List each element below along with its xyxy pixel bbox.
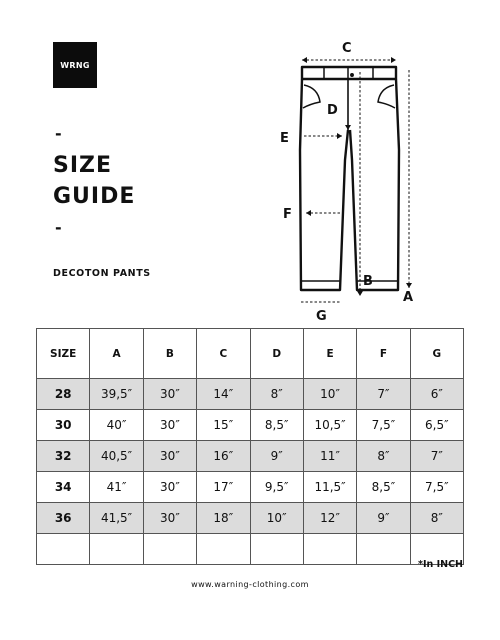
header-e: E: [303, 329, 356, 379]
header-a: A: [90, 329, 143, 379]
size-cell: 32: [37, 441, 90, 472]
table-cell: 30″: [143, 410, 196, 441]
pants-diagram: [270, 30, 430, 330]
table-cell: 39,5″: [90, 379, 143, 410]
table-cell: 8″: [250, 379, 303, 410]
heading-dash-bottom: -: [55, 218, 62, 237]
table-cell: 6,5″: [410, 410, 463, 441]
diagram-label-e: E: [280, 131, 289, 146]
table-cell: 40,5″: [90, 441, 143, 472]
table-cell: 40″: [90, 410, 143, 441]
table-cell: 7,5″: [357, 410, 410, 441]
table-cell: 9,5″: [250, 472, 303, 503]
table-cell: 6″: [410, 379, 463, 410]
table-row: [37, 379, 464, 410]
page-title: [53, 150, 135, 212]
table-cell: 12″: [303, 503, 356, 534]
table-cell: 11,5″: [303, 472, 356, 503]
table-cell-empty: [250, 534, 303, 565]
header-size: SIZE: [37, 329, 90, 379]
table-cell: 30″: [143, 472, 196, 503]
pants-outline-icon: [300, 67, 399, 290]
table-cell: 41,5″: [90, 503, 143, 534]
table-cell: 18″: [197, 503, 250, 534]
diagram-label-a: A: [403, 290, 414, 305]
size-table: [36, 328, 464, 565]
table-cell-empty: [37, 534, 90, 565]
unit-footnote: *In INCH: [418, 559, 463, 570]
diagram-label-d: D: [327, 103, 338, 118]
table-cell: 9″: [250, 441, 303, 472]
size-table-header-row: [37, 329, 464, 379]
table-row: [37, 472, 464, 503]
table-cell: 30″: [143, 441, 196, 472]
table-cell: 8″: [357, 441, 410, 472]
heading-dash-top: -: [55, 124, 62, 143]
table-cell: 8,5″: [357, 472, 410, 503]
table-cell: 7,5″: [410, 472, 463, 503]
table-cell: 10,5″: [303, 410, 356, 441]
diagram-label-g: G: [316, 309, 327, 324]
header-d: D: [250, 329, 303, 379]
table-cell: 10″: [303, 379, 356, 410]
table-cell-empty: [197, 534, 250, 565]
table-cell: 10″: [250, 503, 303, 534]
table-cell: 7″: [357, 379, 410, 410]
table-row: [37, 503, 464, 534]
table-row-empty: [37, 534, 464, 565]
footer-url[interactable]: www.warning-clothing.com: [191, 580, 309, 589]
header-f: F: [357, 329, 410, 379]
table-cell-empty: [90, 534, 143, 565]
size-cell: 28: [37, 379, 90, 410]
diagram-label-b: B: [363, 274, 373, 289]
diagram-label-f: F: [283, 207, 292, 222]
table-cell: 15″: [197, 410, 250, 441]
table-cell-empty: [143, 534, 196, 565]
table-row: [37, 410, 464, 441]
table-cell: 9″: [357, 503, 410, 534]
table-cell: 30″: [143, 503, 196, 534]
table-cell: 41″: [90, 472, 143, 503]
table-cell: 17″: [197, 472, 250, 503]
header-b: B: [143, 329, 196, 379]
table-cell: 7″: [410, 441, 463, 472]
size-cell: 34: [37, 472, 90, 503]
page-title-line-1: SIZE: [53, 153, 113, 178]
header-c: C: [197, 329, 250, 379]
header-g: G: [410, 329, 463, 379]
page-title-line-2: GUIDE: [53, 184, 136, 209]
size-cell: 36: [37, 503, 90, 534]
table-cell-empty: [303, 534, 356, 565]
table-cell: 14″: [197, 379, 250, 410]
diagram-label-c: C: [342, 41, 352, 56]
table-cell-empty: [357, 534, 410, 565]
brand-logo-text: WRNG: [60, 60, 90, 70]
table-cell: 8″: [410, 503, 463, 534]
product-name: DECOTON PANTS: [53, 268, 151, 279]
table-cell: 16″: [197, 441, 250, 472]
brand-logo: [53, 42, 97, 88]
size-cell: 30: [37, 410, 90, 441]
table-cell: 8,5″: [250, 410, 303, 441]
table-cell: 11″: [303, 441, 356, 472]
table-cell: 30″: [143, 379, 196, 410]
table-row: [37, 441, 464, 472]
